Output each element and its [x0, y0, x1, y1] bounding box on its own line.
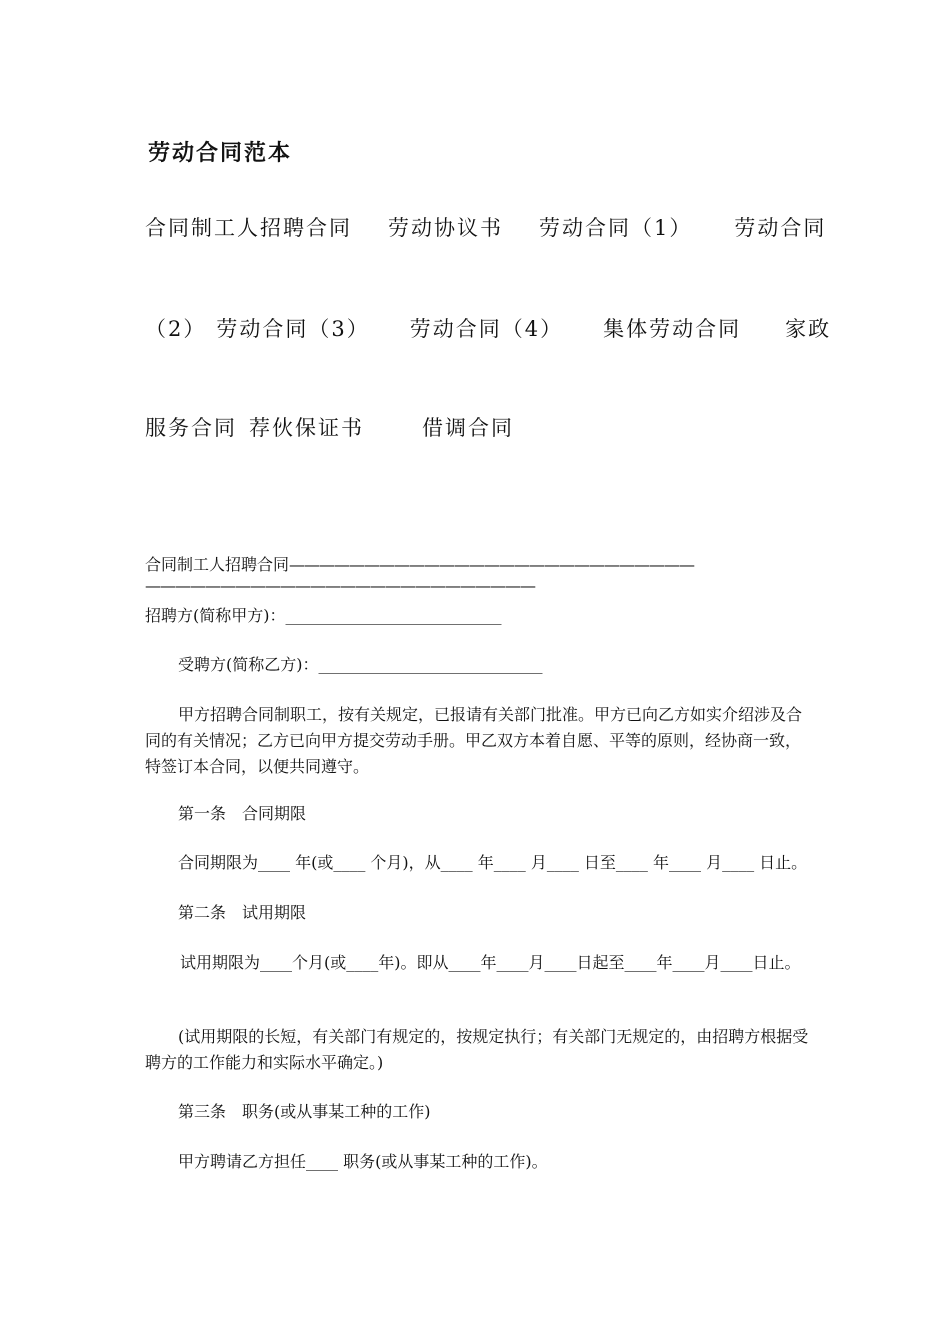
article-3-heading: 第三条 职务(或从事某工种的工作): [178, 1102, 431, 1121]
dash-rule-continued: ——————————————————————————: [145, 576, 535, 595]
toc-link[interactable]: 家政: [785, 317, 832, 341]
section-heading: 合同制工人招聘合同: [145, 555, 290, 574]
employee-field-line: 受聘方(简称乙方)：____________________________: [178, 655, 543, 674]
article-2-heading: 第二条 试用期限: [178, 903, 307, 922]
toc-link[interactable]: 集体劳动合同: [603, 317, 742, 341]
toc-link[interactable]: 劳动合同（1）: [539, 216, 693, 240]
employer-field-line: 招聘方(简称甲方)：___________________________: [145, 606, 502, 625]
toc-link[interactable]: （2）: [145, 317, 207, 341]
intro-paragraph: 甲方招聘合同制职工，按有关规定，已报请有关部门批准。甲方已向乙方如实介绍涉及合同的有关情况；乙方已向甲方提交劳动手册。甲乙双方本着自愿、平等的原则，经协商一致，特签订本合同，以便共同遵守。: [145, 705, 803, 776]
toc-link[interactable]: 劳动合同: [734, 216, 827, 240]
article-3-text: 甲方聘请乙方担任____ 职务(或从事某工种的工作)。: [178, 1152, 548, 1171]
article-1-heading: 第一条 合同期限: [178, 804, 307, 823]
article-1-text: 合同期限为____ 年(或____ 个月)，从____ 年____ 月____ 日至____ 年____ 月____ 日止。: [178, 853, 808, 872]
dash-rule: ———————————————————————————: [289, 555, 695, 574]
toc-line-2: [145, 313, 831, 343]
toc-link[interactable]: 合同制工人招聘合同: [145, 216, 352, 240]
toc-line-3: [145, 412, 514, 442]
toc-link[interactable]: 服务合同: [145, 416, 237, 440]
toc-link[interactable]: 荐伙保证书: [249, 416, 364, 440]
toc-link[interactable]: 劳动协议书: [388, 216, 503, 240]
toc-link[interactable]: 借调合同: [422, 416, 514, 440]
toc-link[interactable]: 劳动合同（3）: [216, 317, 370, 341]
document-title: 劳动合同范本: [148, 140, 293, 166]
toc-line-1: [145, 212, 826, 242]
toc-link[interactable]: 劳动合同（4）: [409, 317, 564, 341]
article-2-note: (试用期限的长短，有关部门有规定的，按规定执行；有关部门无规定的，由招聘方根据受聘方的工作能力和实际水平确定。): [145, 1027, 809, 1072]
article-2-text: 试用期限为____个月(或____年)。即从____年____月____日起至____年____月____日止。: [180, 953, 801, 972]
